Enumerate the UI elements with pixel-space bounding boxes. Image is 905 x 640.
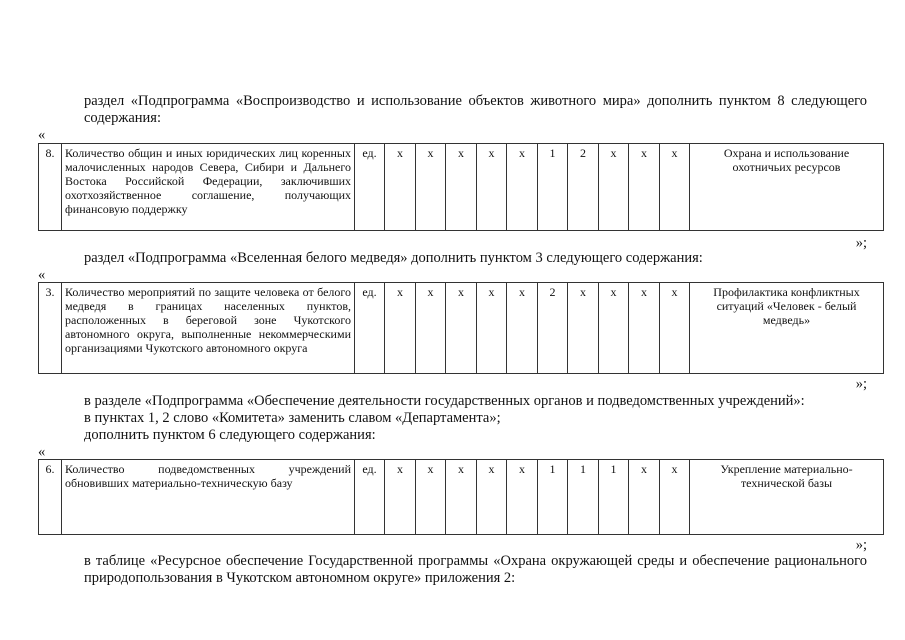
row-note: Охрана и использование охотничьих ресурсов — [690, 144, 884, 231]
value-cell: 2 — [538, 283, 568, 374]
value-cell: х — [507, 144, 538, 231]
value-cell: х — [629, 460, 660, 535]
table-row — [39, 460, 884, 535]
value-cell: х — [446, 460, 477, 535]
section1-table — [38, 143, 884, 231]
value-cell: 2 — [568, 144, 599, 231]
value-cell: х — [385, 283, 416, 374]
section2-open-quote: « — [38, 267, 46, 283]
value-cell: х — [507, 460, 538, 535]
section3-open-quote: « — [38, 444, 46, 460]
value-cell: х — [416, 460, 446, 535]
section4-text: в таблице «Ресурсное обеспечение Государственной программы «Охрана окружающей среды и обеспечение рационального природопользования в Чукотском автономном округе» приложения 2: — [84, 553, 867, 586]
row-unit: ед. — [355, 460, 385, 535]
table-row — [39, 283, 884, 374]
value-cell: 1 — [568, 460, 599, 535]
value-cell: 1 — [538, 144, 568, 231]
value-cell: х — [477, 144, 507, 231]
section2-close-quote: »; — [855, 376, 867, 392]
table-row — [39, 144, 884, 231]
section1-close-quote: »; — [855, 235, 867, 251]
value-cell: х — [568, 283, 599, 374]
value-cell: х — [385, 144, 416, 231]
section2-table — [38, 282, 884, 374]
row-number: 3. — [39, 283, 62, 374]
section1-intro — [38, 93, 867, 127]
section3-line1: в разделе «Подпрограмма «Обеспечение деятельности государственных органов и подведомственных учреждений»: — [84, 393, 805, 409]
value-cell: х — [446, 144, 477, 231]
section1-text: раздел «Подпрограмма «Воспроизводство и использование объектов животного мира» дополнить пунктом 8 следующего содержания: — [84, 93, 867, 126]
section3-close-quote: »; — [855, 537, 867, 553]
value-cell: х — [446, 283, 477, 374]
value-cell: 1 — [538, 460, 568, 535]
row-description: Количество общин и иных юридических лиц коренных малочисленных народов Севера, Сибири и Дальнего Востока Российской Федерации, заключивших охотхозяйственное соглашение, получающих финансовую поддержку — [62, 144, 355, 231]
value-cell: х — [629, 283, 660, 374]
section3-table — [38, 459, 884, 535]
row-description: Количество мероприятий по защите человека от белого медведя в границах населенных пунктов, расположенных в береговой зоне Чукотского автономного округа, выполненные некоммерческими организациями Чукотского автономного округа — [62, 283, 355, 374]
value-cell: х — [477, 460, 507, 535]
value-cell: х — [477, 283, 507, 374]
value-cell: х — [599, 144, 629, 231]
value-cell: х — [507, 283, 538, 374]
value-cell: х — [416, 283, 446, 374]
value-cell: х — [660, 460, 690, 535]
row-description: Количество подведомственных учреждений обновивших материально-техническую базу — [62, 460, 355, 535]
row-number: 6. — [39, 460, 62, 535]
row-unit: ед. — [355, 283, 385, 374]
value-cell: х — [599, 283, 629, 374]
row-note: Укрепление материально-технической базы — [690, 460, 884, 535]
value-cell: х — [629, 144, 660, 231]
row-number: 8. — [39, 144, 62, 231]
section3-line2: в пунктах 1, 2 слово «Комитета» заменить славом «Департамента»; — [84, 410, 501, 426]
value-cell: х — [660, 144, 690, 231]
value-cell: х — [416, 144, 446, 231]
value-cell: х — [385, 460, 416, 535]
value-cell: 1 — [599, 460, 629, 535]
row-unit: ед. — [355, 144, 385, 231]
section3-line3: дополнить пунктом 6 следующего содержания: — [84, 427, 376, 443]
section2-text: раздел «Подпрограмма «Вселенная белого медведя» дополнить пунктом 3 следующего содержания: — [84, 250, 703, 266]
value-cell: х — [660, 283, 690, 374]
section1-open-quote: « — [38, 127, 46, 143]
section4-intro — [38, 553, 867, 587]
row-note: Профилактика конфликтных ситуаций «Человек - белый медведь» — [690, 283, 884, 374]
